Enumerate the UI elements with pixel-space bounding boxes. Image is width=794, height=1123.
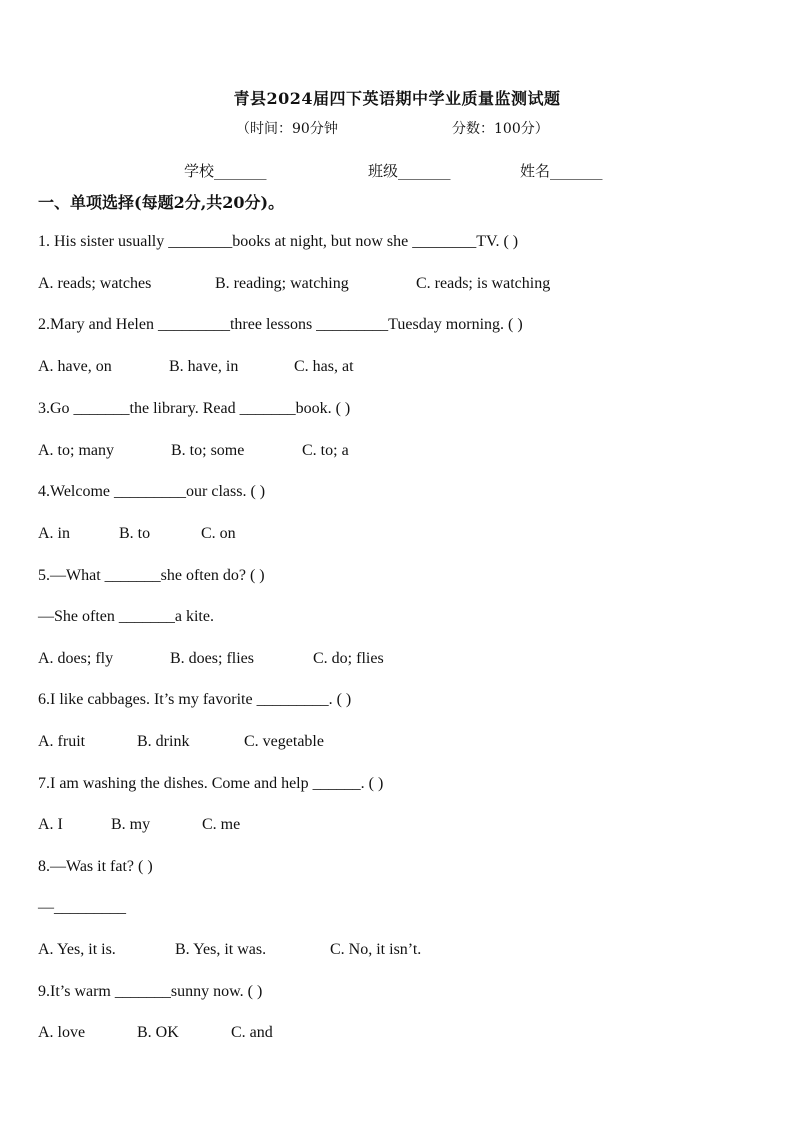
- question-stem: 7.I am washing the dishes. Come and help ______. ( ): [38, 775, 384, 792]
- option-a: A. in: [38, 525, 70, 542]
- option-a: A. does; fly: [38, 650, 114, 667]
- question-stem: 5.—What _______she often do? ( ): [38, 567, 265, 584]
- question-options: [38, 1024, 273, 1042]
- section-title: 一、单项选择(每题2分,共20分)。: [38, 193, 285, 212]
- question-stem: 2.Mary and Helen _________three lessons _________Tuesday morning. ( ): [38, 316, 523, 333]
- option-b: B. to: [119, 525, 151, 542]
- option-a: A. I: [38, 816, 63, 833]
- question-stem: 3.Go _______the library. Read _______book. ( ): [38, 400, 351, 417]
- question-options: [38, 941, 421, 959]
- question-options: [38, 358, 354, 376]
- name-field: 姓名_______: [520, 162, 603, 180]
- option-c: C. on: [201, 525, 236, 542]
- question-stem: 1. His sister usually ________books at night, but now she ________TV. ( ): [38, 233, 519, 250]
- option-c: C. me: [202, 816, 241, 833]
- school-field: 学校_______: [184, 162, 267, 180]
- exam-time: （时间：90分钟: [236, 121, 338, 137]
- option-b: B. drink: [137, 733, 190, 750]
- option-c: C. has, at: [294, 358, 354, 375]
- exam-score: 分数：100分）: [452, 121, 549, 137]
- option-c: C. do; flies: [313, 650, 384, 667]
- option-c: C. reads; is watching: [416, 275, 551, 292]
- option-c: C. and: [231, 1024, 273, 1041]
- question-options: [38, 733, 324, 751]
- exam-title: 青县2024届四下英语期中学业质量监测试题: [233, 89, 561, 108]
- question-dialogue: —_________: [38, 899, 126, 916]
- option-b: B. to; some: [171, 442, 245, 459]
- option-a: A. fruit: [38, 733, 86, 750]
- class-field: 班级_______: [368, 162, 451, 180]
- option-b: B. Yes, it was.: [175, 941, 267, 958]
- question-stem: 9.It’s warm _______sunny now. ( ): [38, 983, 263, 1000]
- question-stem: 4.Welcome _________our class. ( ): [38, 483, 266, 500]
- question-stem: 8.—Was it fat? ( ): [38, 858, 153, 875]
- option-c: C. No, it isn’t.: [330, 941, 422, 958]
- option-c: C. vegetable: [244, 733, 324, 750]
- option-b: B. have, in: [169, 358, 239, 375]
- option-a: A. Yes, it is.: [38, 941, 116, 958]
- question-options: [38, 275, 550, 293]
- option-a: A. to; many: [38, 442, 114, 459]
- question-stem: 6.I like cabbages. It’s my favorite _________. ( ): [38, 691, 352, 708]
- option-b: B. reading; watching: [215, 275, 349, 292]
- option-a: A. reads; watches: [38, 275, 152, 292]
- option-b: B. my: [111, 816, 151, 833]
- question-options: [38, 816, 240, 834]
- question-options: [38, 650, 384, 668]
- option-b: B. does; flies: [170, 650, 254, 667]
- option-a: A. love: [38, 1024, 86, 1041]
- option-c: C. to; a: [302, 442, 349, 459]
- question-dialogue: —She often _______a kite.: [38, 608, 214, 625]
- question-options: [38, 525, 236, 543]
- question-options: [38, 442, 349, 460]
- option-b: B. OK: [137, 1024, 179, 1041]
- option-a: A. have, on: [38, 358, 112, 375]
